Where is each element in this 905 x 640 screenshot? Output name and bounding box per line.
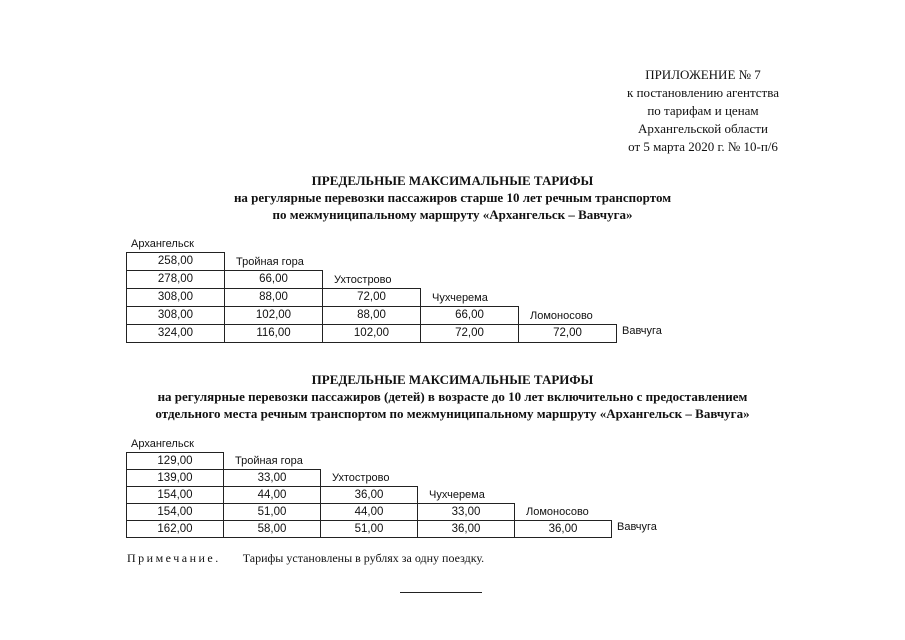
tariff-cell: 278,00	[126, 270, 225, 289]
adult-tariff-title	[0, 172, 905, 223]
tariff-cell: 116,00	[224, 324, 323, 343]
appendix-line: к постановлению агентства	[627, 85, 779, 100]
tariff-cell: 36,00	[320, 486, 418, 504]
tariff-cell: 33,00	[223, 469, 321, 487]
title-line: на регулярные перевозки пассажиров старше 10 лет речным транспортом	[233, 190, 672, 205]
appendix-line: от 5 марта 2020 г. № 10-п/6	[628, 139, 778, 154]
note-text: Тарифы установлены в рублях за одну поездку.	[242, 551, 485, 565]
station-label: Ломоносово	[530, 310, 593, 322]
tariff-cell: 308,00	[126, 288, 225, 307]
tariff-cell: 51,00	[320, 520, 418, 538]
tariff-cell: 324,00	[126, 324, 225, 343]
tariff-cell: 258,00	[126, 252, 225, 271]
tariff-cell: 58,00	[223, 520, 321, 538]
title-line: на регулярные перевозки пассажиров (детей) в возрасте до 10 лет включительно с предоставлением	[157, 389, 748, 404]
station-label: Тройная гора	[236, 256, 304, 268]
appendix-header	[593, 66, 813, 156]
tariff-cell: 88,00	[322, 306, 421, 325]
closing-rule	[400, 592, 482, 593]
station-label: Ухтострово	[332, 472, 390, 484]
tariff-cell: 36,00	[417, 520, 515, 538]
tariff-cell: 154,00	[126, 486, 224, 504]
tariff-cell: 51,00	[223, 503, 321, 521]
title-line: по межмуниципальному маршруту «Архангельск – Вавчуга»	[272, 207, 633, 222]
tariff-cell: 72,00	[322, 288, 421, 307]
tariff-cell: 102,00	[322, 324, 421, 343]
station-label: Ломоносово	[526, 506, 589, 518]
tariff-cell: 44,00	[223, 486, 321, 504]
tariff-cell: 308,00	[126, 306, 225, 325]
tariff-cell: 72,00	[420, 324, 519, 343]
station-label: Архангельск	[131, 238, 194, 250]
station-label: Чухчерема	[432, 292, 488, 304]
tariff-cell: 154,00	[126, 503, 224, 521]
tariff-cell: 66,00	[224, 270, 323, 289]
tariff-cell: 66,00	[420, 306, 519, 325]
tariff-cell: 72,00	[518, 324, 617, 343]
station-label: Вавчуга	[617, 521, 657, 533]
note-prefix: Примечание.	[127, 551, 221, 565]
title-line: ПРЕДЕЛЬНЫЕ МАКСИМАЛЬНЫЕ ТАРИФЫ	[311, 173, 594, 188]
tariff-cell: 88,00	[224, 288, 323, 307]
title-line: ПРЕДЕЛЬНЫЕ МАКСИМАЛЬНЫЕ ТАРИФЫ	[311, 372, 594, 387]
station-label: Вавчуга	[622, 325, 662, 337]
station-label: Ухтострово	[334, 274, 392, 286]
appendix-line: Архангельской области	[638, 121, 768, 136]
station-label: Архангельск	[131, 438, 194, 450]
station-label: Чухчерема	[429, 489, 485, 501]
note	[127, 551, 484, 566]
tariff-cell: 162,00	[126, 520, 224, 538]
tariff-cell: 139,00	[126, 469, 224, 487]
tariff-cell: 33,00	[417, 503, 515, 521]
appendix-line: по тарифам и ценам	[647, 103, 759, 118]
appendix-line: ПРИЛОЖЕНИЕ № 7	[645, 67, 761, 82]
child-tariff-title	[0, 371, 905, 422]
title-line: отдельного места речным транспортом по межмуниципальному маршруту «Архангельск – Вавчуга»	[155, 406, 750, 421]
tariff-cell: 44,00	[320, 503, 418, 521]
station-label: Тройная гора	[235, 455, 303, 467]
tariff-cell: 102,00	[224, 306, 323, 325]
tariff-cell: 129,00	[126, 452, 224, 470]
tariff-cell: 36,00	[514, 520, 612, 538]
